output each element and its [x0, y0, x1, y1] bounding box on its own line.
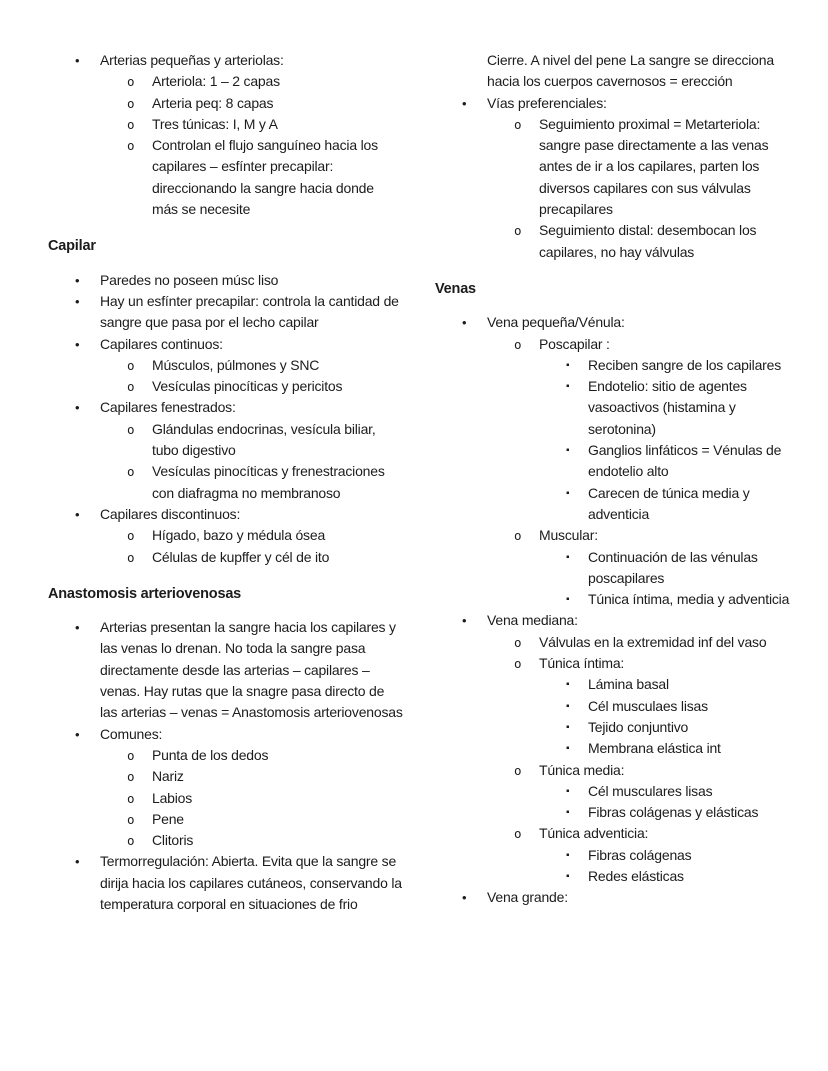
list-item-text: Endotelio: sitio de agentes vasoactivos (histamina y serotonina) [588, 378, 747, 437]
bullet-marker-level3-icon: ▪ [566, 721, 570, 733]
list-item-text: Fibras colágenas y elásticas [588, 804, 759, 821]
list-item [48, 745, 403, 766]
section-heading: Anastomosis arteriovenosas [48, 585, 242, 602]
list-item [435, 610, 790, 631]
list-item [48, 270, 403, 291]
list-item-text: Seguimiento proximal = Metarteriola: sangre pase directamente a las venas antes de ir a los capilares, parten los diversos capilares con sus válvulas precapilares [539, 115, 769, 218]
bullet-marker-level2-icon: o [127, 95, 135, 111]
bullet-marker-level2-icon: o [514, 762, 522, 778]
list-item-text: Punta de los dedos [152, 746, 269, 763]
list-item [435, 50, 790, 93]
bullet-marker-level1-icon: • [75, 400, 80, 416]
bullet-marker-level2-icon: o [127, 790, 135, 806]
list-item [48, 93, 403, 114]
list-item-text: Nariz [152, 768, 184, 785]
list-item-text: Hígado, bazo y médula ósea [152, 527, 326, 544]
list-item [48, 355, 403, 376]
bullet-marker-level2-icon: o [514, 528, 522, 544]
list-item-text: Vena mediana: [487, 612, 578, 629]
list-item [48, 504, 403, 525]
list-item-text: Carecen de túnica media y adventicia [588, 484, 750, 522]
list-item-text: Capilares discontinuos: [100, 505, 241, 522]
bullet-marker-level2-icon: o [514, 116, 522, 132]
list-item-text: Vesículas pinocíticas y frenestraciones con diafragma no membranoso [152, 463, 385, 501]
list-item [48, 291, 403, 334]
list-item-text: Vena grande: [487, 889, 568, 906]
bullet-marker-level2-icon: o [127, 769, 135, 785]
bullet-marker-level1-icon: • [75, 854, 80, 870]
list-item [435, 589, 790, 610]
list-item-text: Pene [152, 810, 184, 827]
list-item [48, 788, 403, 809]
bullet-marker-level1-icon: • [462, 315, 467, 331]
list-item-text: Vesículas pinocíticas y pericitos [152, 378, 343, 395]
list-item-text: Labios [152, 789, 193, 806]
list-item [48, 617, 403, 723]
bullet-marker-level2-icon: o [127, 74, 135, 90]
bullet-marker-level2-icon: o [127, 357, 135, 373]
list-item-text: Seguimiento distal: desembocan los capilares, no hay válvulas [539, 222, 757, 260]
bullet-marker-level2-icon: o [127, 833, 135, 849]
bullet-marker-level2-icon: o [127, 138, 135, 154]
bullet-marker-level2-icon: o [514, 826, 522, 842]
list-item-text: Redes elásticas [588, 867, 684, 884]
list-item [48, 334, 403, 355]
bullet-marker-level3-icon: ▪ [566, 785, 570, 797]
bullet-marker-level1-icon: • [75, 53, 80, 68]
bullet-marker-level2-icon: o [127, 811, 135, 827]
list-item [48, 135, 403, 220]
list-item-text: Clitoris [152, 832, 194, 849]
list-item [435, 334, 790, 355]
bullet-marker-level3-icon: ▪ [566, 445, 570, 457]
bullet-marker-level3-icon: ▪ [566, 700, 570, 712]
list-item [435, 547, 790, 590]
list-item-text: Lámina basal [588, 676, 669, 693]
list-item [435, 738, 790, 759]
list-item-text: Controlan el flujo sanguíneo hacia los capilares – esfínter precapilar: direccionando la sangre hacia donde más se necesite [152, 137, 378, 218]
list-item-text: Cél musculaes lisas [588, 697, 708, 714]
bullet-marker-level2-icon: o [127, 528, 135, 544]
list-item-text: Membrana elástica int [588, 740, 721, 757]
list-item-text: Cierre. A nivel del pene La sangre se direcciona hacia los cuerpos cavernosos = erección [487, 52, 774, 90]
list-item-text: Ganglios linfáticos = Vénulas de endotelio alto [588, 442, 782, 480]
section-heading: Capilar [48, 238, 96, 255]
list-item-text: Tres túnicas: I, M y A [152, 115, 278, 132]
bullet-marker-level3-icon: ▪ [566, 743, 570, 755]
list-item [435, 653, 790, 674]
list-item-text: Tejido conjuntivo [588, 718, 689, 735]
list-item [435, 220, 790, 263]
bullet-marker-level2-icon: o [127, 421, 135, 437]
list-item-text: Vías preferenciales: [487, 94, 607, 111]
list-item-text: Vena pequeña/Vénula: [487, 314, 625, 331]
bullet-marker-level2-icon: o [127, 464, 135, 480]
bullet-marker-level1-icon: • [75, 506, 80, 522]
list-item [435, 93, 790, 114]
list-item-text: Fibras colágenas [588, 846, 692, 863]
column-right [435, 50, 790, 1071]
bullet-marker-level1-icon: • [75, 726, 80, 742]
list-item [435, 717, 790, 738]
bullet-marker-level3-icon: ▪ [566, 594, 570, 606]
bullet-list [435, 312, 790, 908]
bullet-list [48, 270, 403, 568]
list-item [435, 376, 790, 440]
bullet-marker-level1-icon: • [462, 890, 467, 906]
list-item-text: Glándulas endocrinas, vesícula biliar, tubo digestivo [152, 420, 376, 459]
bullet-marker-level1-icon: • [75, 336, 80, 352]
list-item [435, 845, 790, 866]
list-item [48, 397, 403, 418]
bullet-marker-level3-icon: ▪ [566, 551, 570, 563]
list-item [435, 781, 790, 802]
list-item-text: Paredes no poseen músc liso [100, 271, 279, 288]
list-item-text: Cél musculares lisas [588, 782, 713, 799]
list-item-text: Arterias pequeñas y arteriolas: [100, 52, 284, 68]
bullet-marker-level2-icon: o [127, 747, 135, 763]
bullet-list [48, 50, 403, 220]
bullet-marker-level2-icon: o [514, 656, 522, 672]
bullet-marker-level1-icon: • [75, 272, 80, 288]
list-item [435, 760, 790, 781]
list-item [435, 887, 790, 908]
bullet-marker-level1-icon: • [75, 293, 80, 309]
list-item [435, 696, 790, 717]
list-item [435, 823, 790, 844]
list-item [48, 461, 403, 504]
list-item [48, 809, 403, 830]
list-item [435, 312, 790, 333]
bullet-marker-level1-icon: • [75, 620, 80, 636]
list-item [435, 632, 790, 653]
list-item-text: Reciben sangre de los capilares [588, 356, 782, 373]
bullet-marker-level3-icon: ▪ [566, 849, 570, 861]
bullet-marker-level2-icon: o [127, 116, 135, 132]
list-item [48, 114, 403, 135]
list-item [48, 724, 403, 745]
bullet-marker-level2-icon: o [514, 336, 522, 352]
bullet-marker-level3-icon: ▪ [566, 807, 570, 819]
list-item-text: Túnica media: [539, 761, 625, 778]
bullet-marker-level2-icon: o [127, 549, 135, 565]
bullet-list [48, 617, 403, 915]
list-item [48, 547, 403, 568]
list-item-text: Arterias presentan la sangre hacia los capilares y las venas lo drenan. No toda la sangre pasa directamente desde las arterias – capilares – venas. Hay rutas que la snagre pasa directo de las arterias – venas = Anastomosis arteriovenosas [100, 619, 403, 721]
list-item [435, 525, 790, 546]
bullet-marker-level2-icon: o [514, 223, 522, 239]
list-item [48, 50, 403, 71]
bullet-marker-level1-icon: • [462, 613, 467, 629]
list-item-text: Continuación de las vénulas poscapilares [588, 548, 758, 586]
list-item [435, 674, 790, 695]
list-item [435, 483, 790, 526]
bullet-marker-level2-icon: o [514, 634, 522, 650]
list-item [48, 419, 403, 462]
bullet-marker-level2-icon: o [127, 379, 135, 395]
bullet-marker-level3-icon: ▪ [566, 679, 570, 691]
bullet-marker-level3-icon: ▪ [566, 381, 570, 393]
list-item-text: Capilares continuos: [100, 335, 223, 352]
list-item [435, 114, 790, 220]
list-item [435, 802, 790, 823]
list-item-text: Túnica íntima, media y adventicia [588, 591, 790, 608]
list-item-text: Capilares fenestrados: [100, 399, 236, 416]
bullet-marker-level3-icon: ▪ [566, 359, 570, 371]
list-item-text: Células de kupffer y cél de ito [152, 548, 330, 565]
list-item [48, 376, 403, 397]
list-item [48, 71, 403, 92]
bullet-marker-level3-icon: ▪ [566, 870, 570, 882]
list-item [48, 830, 403, 851]
list-item-text: Túnica íntima: [539, 655, 625, 672]
list-item-text: Arteriola: 1 – 2 capas [152, 73, 280, 90]
list-item-text: Músculos, púlmones y SNC [152, 356, 320, 373]
bullet-list [435, 50, 790, 263]
list-item [48, 766, 403, 787]
list-item-text: Túnica adventicia: [539, 825, 649, 842]
list-item-text: Válvulas en la extremidad inf del vaso [539, 633, 767, 650]
list-item [435, 440, 790, 483]
bullet-marker-level3-icon: ▪ [566, 487, 570, 499]
list-item [48, 525, 403, 546]
bullet-marker-level1-icon: • [462, 95, 467, 111]
list-item-text: Comunes: [100, 725, 163, 742]
section-heading: Venas [435, 280, 476, 297]
list-item-text: Arteria peq: 8 capas [152, 94, 274, 111]
list-item [48, 851, 403, 915]
list-item [435, 355, 790, 376]
list-item-text: Poscapilar : [539, 335, 610, 352]
list-item-text: Muscular: [539, 527, 598, 544]
list-item [435, 866, 790, 887]
column-left [48, 50, 403, 1071]
list-item-text: Termorregulación: Abierta. Evita que la sangre se dirija hacia los capilares cutáneos, conservando la temperatura corporal en situaciones de frio [100, 853, 402, 912]
list-item-text: Hay un esfínter precapilar: controla la cantidad de sangre que pasa por el lecho capilar [100, 292, 399, 331]
